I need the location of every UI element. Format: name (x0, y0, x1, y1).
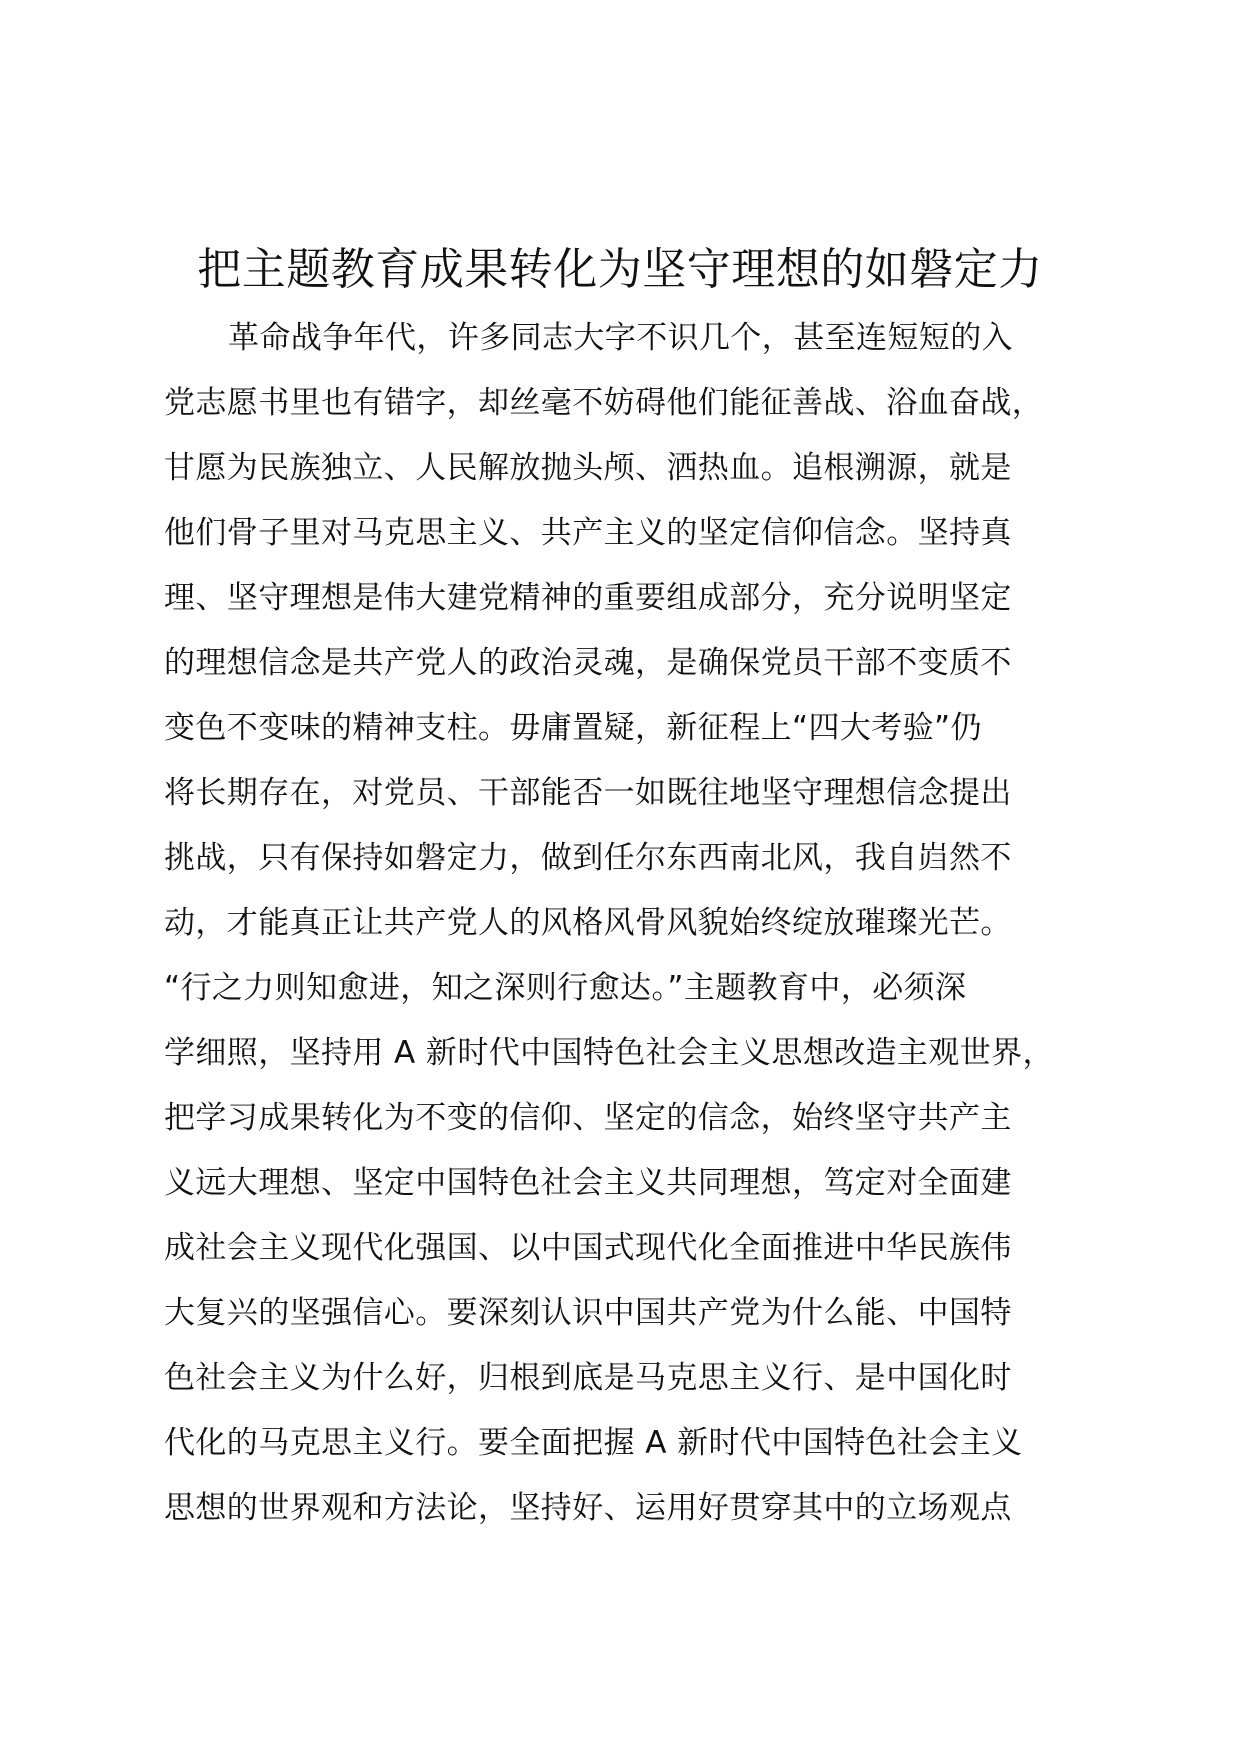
body-line: 甘愿为民族独立、人民解放抛头颅、洒热血。追根溯源，就是 (164, 450, 1012, 486)
body-line: “行之力则知愈进，知之深则行愈达。”主题教育中，必须深 (164, 970, 967, 1006)
body-line: 学细照，坚持用 A 新时代中国特色社会主义思想改造主观世界， (164, 1035, 1054, 1071)
body-line: 他们骨子里对马克思主义、共产主义的坚定信仰信念。坚持真 (164, 515, 1012, 551)
document-title: 把主题教育成果转化为坚守理想的如磐定力 (197, 244, 1043, 295)
body-line: 挑战，只有保持如磐定力，做到任尔东西南北风，我自岿然不 (164, 840, 1012, 876)
body-line: 革命战争年代，许多同志大字不识几个，甚至连短短的入 (228, 320, 1013, 356)
body-line: 变色不变味的精神支柱。毋庸置疑，新征程上“四大考验”仍 (164, 710, 982, 746)
body-line: 将长期存在，对党员、干部能否一如既往地坚守理想信念提出 (164, 775, 1012, 811)
body-line: 动，才能真正让共产党人的风格风骨风貌始终绽放璀璨光芒。 (164, 905, 1012, 941)
body-line: 大复兴的坚强信心。要深刻认识中国共产党为什么能、中国特 (164, 1295, 1012, 1331)
body-line: 思想的世界观和方法论，坚持好、运用好贯穿其中的立场观点 (164, 1490, 1012, 1526)
body-line: 理、坚守理想是伟大建党精神的重要组成部分，充分说明坚定 (164, 580, 1012, 616)
body-line: 党志愿书里也有错字，却丝毫不妨碍他们能征善战、浴血奋战， (164, 385, 1044, 421)
body-line: 把学习成果转化为不变的信仰、坚定的信念，始终坚守共产主 (164, 1100, 1012, 1136)
body-line: 的理想信念是共产党人的政治灵魂，是确保党员干部不变质不 (164, 645, 1012, 681)
body-line: 代化的马克思主义行。要全面把握 A 新时代中国特色社会主义 (164, 1425, 1023, 1461)
body-line: 色社会主义为什么好，归根到底是马克思主义行、是中国化时 (164, 1360, 1012, 1396)
document-body (164, 306, 1144, 1541)
body-line: 义远大理想、坚定中国特色社会主义共同理想，笃定对全面建 (164, 1165, 1012, 1201)
body-line: 成社会主义现代化强国、以中国式现代化全面推进中华民族伟 (164, 1230, 1012, 1266)
